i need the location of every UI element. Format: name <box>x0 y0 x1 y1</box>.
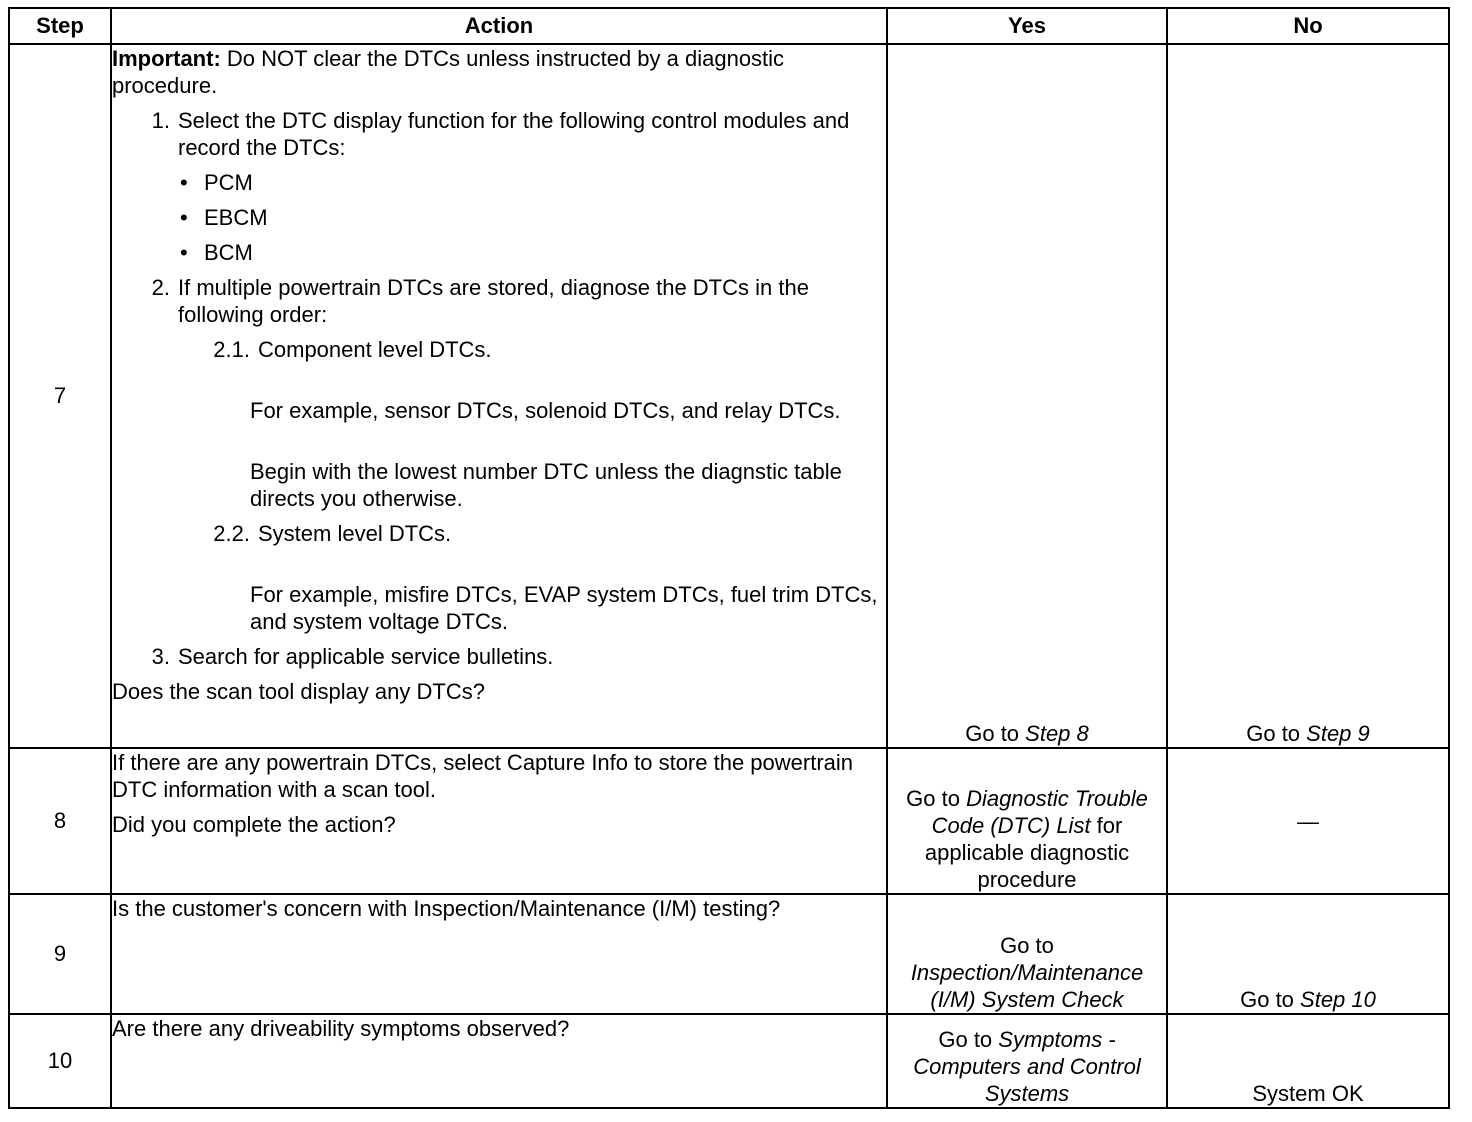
yes-cell <box>887 44 1167 748</box>
header-action: Action <box>111 8 887 44</box>
action-cell <box>111 894 887 1014</box>
header-step: Step <box>9 8 111 44</box>
bullet-icon: • <box>180 170 188 195</box>
step-number: 10 <box>9 1014 111 1108</box>
yes-prefix: Go to <box>906 786 967 811</box>
no-cell: System OK <box>1167 1014 1449 1108</box>
question-text: Are there any driveability symptoms observed? <box>112 1016 570 1041</box>
list-number: 2. <box>151 275 170 300</box>
yes-cell <box>887 748 1167 894</box>
action-cell <box>111 748 887 894</box>
list-text: Select the DTC display function for the following control modules and record the DTCs: <box>178 108 850 160</box>
table-row-step-9 <box>9 894 1449 1014</box>
sub-list-item <box>112 520 886 547</box>
step-number: 7 <box>9 44 111 748</box>
question-text: Does the scan tool display any DTCs? <box>112 679 485 704</box>
link-step-10[interactable]: Step 10 <box>1300 987 1376 1012</box>
bullet-text: BCM <box>204 240 253 265</box>
no-cell <box>1167 894 1449 1014</box>
step-number: 9 <box>9 894 111 1014</box>
yes-prefix: Go to <box>1000 933 1054 958</box>
link-symptoms[interactable]: Symptoms - Computers and Control Systems <box>913 1027 1141 1106</box>
bullet-text: PCM <box>204 170 253 195</box>
link-im-system-check[interactable]: Inspection/Maintenance (I/M) System Check <box>910 960 1144 1012</box>
important-note <box>112 45 886 99</box>
link-dtc-list[interactable]: Diagnostic Trouble Code (DTC) List <box>931 786 1148 838</box>
list-item <box>112 274 886 328</box>
no-cell: — <box>1167 748 1449 894</box>
step-number: 8 <box>9 748 111 894</box>
bullet-item <box>112 239 886 266</box>
important-text: Do NOT clear the DTCs unless instructed by a diagnostic procedure. <box>112 46 785 98</box>
table-row-step-7 <box>9 44 1449 748</box>
bullet-icon: • <box>180 240 188 265</box>
action-cell <box>111 1014 887 1108</box>
list-text: If multiple powertrain DTCs are stored, diagnose the DTCs in the following order: <box>178 275 809 327</box>
question-text: Did you complete the action? <box>112 812 396 837</box>
sub-note: For example, sensor DTCs, solenoid DTCs, and relay DTCs. <box>250 398 841 423</box>
diagnostic-table <box>8 7 1450 1109</box>
link-step-9[interactable]: Step 9 <box>1306 721 1370 746</box>
yes-suffix: for applicable diagnostic procedure <box>924 813 1130 892</box>
sub-list-item <box>112 336 886 363</box>
no-prefix: Go to <box>1246 721 1307 746</box>
header-no: No <box>1167 8 1449 44</box>
no-prefix: Go to <box>1240 987 1301 1012</box>
list-item <box>112 643 886 670</box>
sub-note: Begin with the lowest number DTC unless the diagnstic table directs you otherwise. <box>250 459 842 511</box>
action-text: If there are any powertrain DTCs, select Capture Info to store the powertrain DTC information with a scan tool. <box>112 750 854 802</box>
header-row <box>9 8 1449 44</box>
question-text: Is the customer's concern with Inspection/Maintenance (I/M) testing? <box>112 896 781 921</box>
bullet-item <box>112 169 886 196</box>
yes-cell <box>887 1014 1167 1108</box>
yes-cell <box>887 894 1167 1014</box>
sub-note: For example, misfire DTCs, EVAP system DTCs, fuel trim DTCs, and system voltage DTCs. <box>250 582 878 634</box>
table-row-step-10 <box>9 1014 1449 1108</box>
list-text: Component level DTCs. <box>258 337 492 362</box>
list-number: 2.1. <box>213 337 250 362</box>
list-number: 1. <box>151 108 170 133</box>
bullet-icon: • <box>180 205 188 230</box>
important-label: Important: <box>112 46 221 71</box>
bullet-text: EBCM <box>204 205 268 230</box>
link-step-8[interactable]: Step 8 <box>1025 721 1089 746</box>
bullet-item <box>112 204 886 231</box>
list-number: 3. <box>151 644 170 669</box>
list-text: System level DTCs. <box>258 521 452 546</box>
header-yes: Yes <box>887 8 1167 44</box>
list-text: Search for applicable service bulletins. <box>178 644 554 669</box>
yes-prefix: Go to <box>965 721 1026 746</box>
yes-prefix: Go to <box>938 1027 999 1052</box>
no-cell <box>1167 44 1449 748</box>
list-number: 2.2. <box>213 521 250 546</box>
list-item <box>112 107 886 161</box>
table-row-step-8 <box>9 748 1449 894</box>
action-cell <box>111 44 887 748</box>
